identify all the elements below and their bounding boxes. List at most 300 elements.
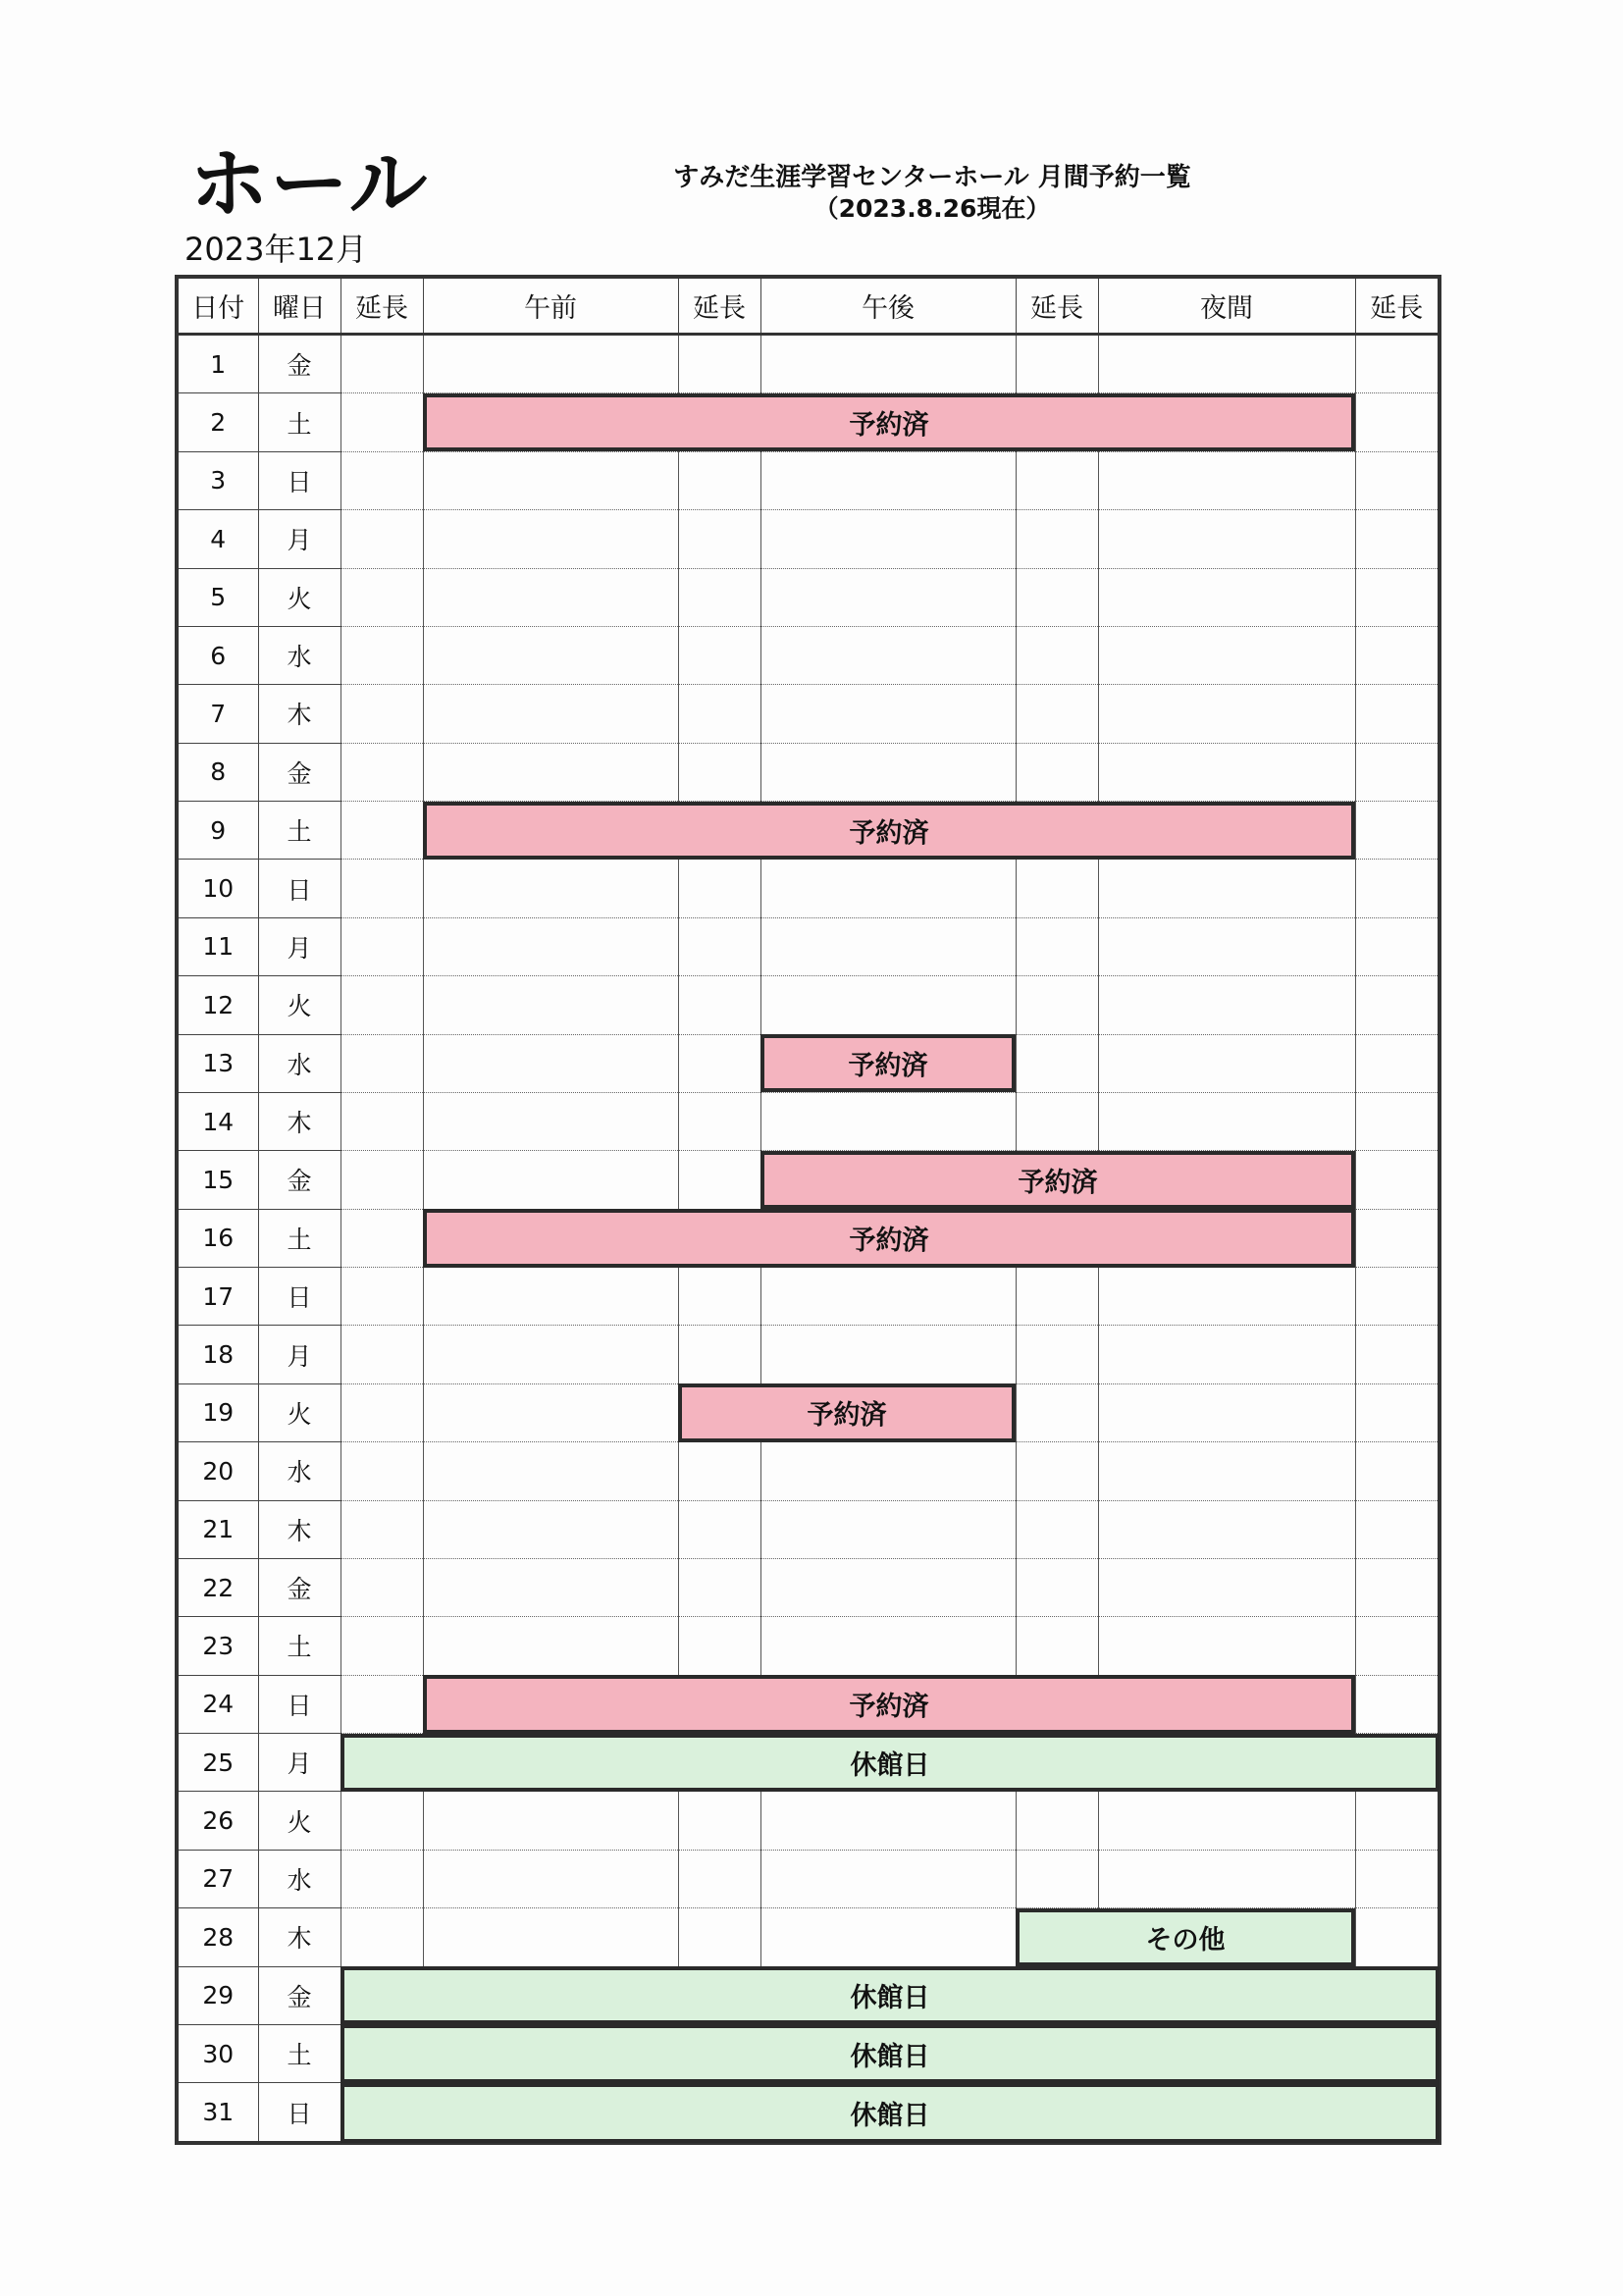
slot-cell[interactable] bbox=[423, 1092, 678, 1150]
slot-cell[interactable] bbox=[423, 1151, 678, 1209]
slot-cell[interactable] bbox=[1355, 1558, 1440, 1616]
month-label: 2023年12月 bbox=[184, 231, 368, 268]
slot-cell[interactable] bbox=[423, 1034, 678, 1092]
date-cell: 20 bbox=[177, 1442, 258, 1500]
weekday-cell: 火 bbox=[258, 1792, 340, 1850]
slot-cell[interactable] bbox=[1355, 1500, 1440, 1558]
slot-cell[interactable] bbox=[760, 451, 1016, 509]
slot-cell[interactable] bbox=[1016, 1500, 1098, 1558]
header-row bbox=[177, 277, 1440, 335]
weekday-cell: 土 bbox=[258, 2024, 340, 2082]
table-row bbox=[177, 1326, 1440, 1383]
date-cell: 5 bbox=[177, 568, 258, 626]
slot-cell[interactable] bbox=[1355, 1209, 1440, 1267]
date-cell: 9 bbox=[177, 802, 258, 860]
slot-cell[interactable] bbox=[1355, 1326, 1440, 1383]
slot-cell[interactable] bbox=[1016, 626, 1098, 684]
table-row bbox=[177, 1151, 1440, 1209]
slot-cell[interactable] bbox=[340, 1326, 423, 1383]
slot-cell[interactable] bbox=[1098, 1383, 1355, 1441]
slot-cell[interactable] bbox=[1355, 393, 1440, 451]
slot-cell[interactable] bbox=[423, 510, 678, 568]
slot-cell[interactable] bbox=[1016, 1617, 1098, 1675]
slot-cell[interactable] bbox=[1016, 1908, 1098, 1966]
date-cell: 15 bbox=[177, 1151, 258, 1209]
slot-cell[interactable] bbox=[678, 510, 760, 568]
slot-cell[interactable] bbox=[1016, 1675, 1098, 1733]
slot-cell[interactable] bbox=[760, 1268, 1016, 1326]
slot-cell[interactable] bbox=[678, 1442, 760, 1500]
slot-cell[interactable] bbox=[423, 1908, 678, 1966]
slot-cell[interactable] bbox=[678, 1966, 760, 2024]
slot-cell[interactable] bbox=[423, 1500, 678, 1558]
slot-cell[interactable] bbox=[340, 2024, 423, 2082]
weekday-cell: 土 bbox=[258, 1617, 340, 1675]
table-row bbox=[177, 860, 1440, 917]
booking-label: 休館日 bbox=[850, 2100, 930, 2131]
slot-cell[interactable] bbox=[1098, 802, 1355, 860]
weekday-cell: 日 bbox=[258, 860, 340, 917]
slot-cell[interactable] bbox=[678, 685, 760, 743]
slot-cell[interactable] bbox=[340, 1792, 423, 1850]
slot-cell[interactable] bbox=[678, 1675, 760, 1733]
slot-cell[interactable] bbox=[423, 626, 678, 684]
slot-cell[interactable] bbox=[1016, 1268, 1098, 1326]
table-row bbox=[177, 1966, 1440, 2024]
slot-cell[interactable] bbox=[1016, 1151, 1098, 1209]
slot-cell[interactable] bbox=[1016, 1966, 1098, 2024]
slot-cell[interactable] bbox=[1355, 1966, 1440, 2024]
slot-cell[interactable] bbox=[760, 626, 1016, 684]
column-header-extension: 延長 bbox=[678, 277, 760, 335]
slot-cell[interactable] bbox=[1355, 802, 1440, 860]
slot-cell[interactable] bbox=[678, 1734, 760, 1792]
table-row bbox=[177, 743, 1440, 801]
slot-cell[interactable] bbox=[340, 685, 423, 743]
slot-cell[interactable] bbox=[423, 1383, 678, 1441]
slot-cell[interactable] bbox=[423, 976, 678, 1034]
slot-cell[interactable] bbox=[1098, 1675, 1355, 1733]
slot-cell[interactable] bbox=[760, 1908, 1016, 1966]
slot-cell[interactable] bbox=[1098, 1442, 1355, 1500]
slot-cell[interactable] bbox=[1098, 1734, 1355, 1792]
slot-cell[interactable] bbox=[340, 451, 423, 509]
slot-cell[interactable] bbox=[1355, 626, 1440, 684]
table-row bbox=[177, 626, 1440, 684]
weekday-cell: 金 bbox=[258, 1966, 340, 2024]
slot-cell[interactable] bbox=[340, 1034, 423, 1092]
column-header-extension: 延長 bbox=[340, 277, 423, 335]
slot-cell[interactable] bbox=[678, 1383, 760, 1441]
slot-cell[interactable] bbox=[340, 510, 423, 568]
slot-cell[interactable] bbox=[678, 1034, 760, 1092]
slot-cell[interactable] bbox=[1016, 1442, 1098, 1500]
slot-cell[interactable] bbox=[423, 568, 678, 626]
slot-cell[interactable] bbox=[678, 802, 760, 860]
slot-cell[interactable] bbox=[423, 1442, 678, 1500]
weekday-cell: 土 bbox=[258, 1209, 340, 1267]
slot-cell[interactable] bbox=[1098, 451, 1355, 509]
slot-cell[interactable] bbox=[423, 2083, 678, 2143]
slot-cell[interactable] bbox=[1016, 1383, 1098, 1441]
slot-cell[interactable] bbox=[760, 917, 1016, 975]
slot-cell[interactable] bbox=[423, 1268, 678, 1326]
slot-cell[interactable] bbox=[678, 1500, 760, 1558]
weekday-cell: 月 bbox=[258, 1734, 340, 1792]
slot-cell[interactable] bbox=[678, 2083, 760, 2143]
slot-cell[interactable] bbox=[340, 1734, 423, 1792]
date-cell: 18 bbox=[177, 1326, 258, 1383]
slot-cell[interactable] bbox=[678, 451, 760, 509]
slot-cell[interactable] bbox=[340, 743, 423, 801]
slot-cell[interactable] bbox=[1355, 1442, 1440, 1500]
slot-cell[interactable] bbox=[423, 1209, 678, 1267]
slot-cell[interactable] bbox=[340, 1092, 423, 1150]
slot-cell[interactable] bbox=[1098, 568, 1355, 626]
date-cell: 27 bbox=[177, 1850, 258, 1907]
slot-cell[interactable] bbox=[760, 1151, 1016, 1209]
weekday-cell: 日 bbox=[258, 2083, 340, 2143]
booking-label: 予約済 bbox=[849, 817, 929, 849]
slot-cell[interactable] bbox=[760, 1442, 1016, 1500]
slot-cell[interactable] bbox=[1016, 1034, 1098, 1092]
booking-label: 予約済 bbox=[848, 1051, 928, 1082]
slot-cell[interactable] bbox=[340, 1442, 423, 1500]
slot-cell[interactable] bbox=[1355, 1034, 1440, 1092]
date-cell: 13 bbox=[177, 1034, 258, 1092]
slot-cell[interactable] bbox=[423, 393, 678, 451]
booking-label: 予約済 bbox=[849, 1226, 929, 1257]
slot-cell[interactable] bbox=[1098, 1558, 1355, 1616]
slot-cell[interactable] bbox=[340, 1558, 423, 1616]
slot-cell[interactable] bbox=[423, 2024, 678, 2082]
date-cell: 1 bbox=[177, 335, 258, 393]
booking-label: 休館日 bbox=[850, 1983, 930, 2014]
slot-cell[interactable] bbox=[1355, 1151, 1440, 1209]
slot-cell[interactable] bbox=[678, 335, 760, 393]
column-header-evening: 夜間 bbox=[1098, 277, 1355, 335]
slot-cell[interactable] bbox=[760, 2083, 1016, 2143]
slot-cell[interactable] bbox=[340, 1268, 423, 1326]
slot-cell[interactable] bbox=[1098, 1500, 1355, 1558]
slot-cell[interactable] bbox=[1098, 1792, 1355, 1850]
weekday-cell: 金 bbox=[258, 335, 340, 393]
slot-cell[interactable] bbox=[1355, 1617, 1440, 1675]
table-row bbox=[177, 802, 1440, 860]
slot-cell[interactable] bbox=[1098, 1850, 1355, 1907]
slot-cell[interactable] bbox=[340, 568, 423, 626]
slot-cell[interactable] bbox=[760, 335, 1016, 393]
date-cell: 4 bbox=[177, 510, 258, 568]
slot-cell[interactable] bbox=[423, 451, 678, 509]
slot-cell[interactable] bbox=[760, 1034, 1016, 1092]
table-row bbox=[177, 1383, 1440, 1441]
column-header-date: 日付 bbox=[177, 277, 258, 335]
date-cell: 8 bbox=[177, 743, 258, 801]
slot-cell[interactable] bbox=[1355, 685, 1440, 743]
slot-cell[interactable] bbox=[1098, 626, 1355, 684]
slot-cell[interactable] bbox=[760, 1326, 1016, 1383]
slot-cell[interactable] bbox=[340, 1850, 423, 1907]
slot-cell[interactable] bbox=[423, 335, 678, 393]
slot-cell[interactable] bbox=[760, 393, 1016, 451]
slot-cell[interactable] bbox=[760, 1500, 1016, 1558]
slot-cell[interactable] bbox=[1016, 743, 1098, 801]
slot-cell[interactable] bbox=[423, 802, 678, 860]
slot-cell[interactable] bbox=[1016, 1792, 1098, 1850]
slot-cell[interactable] bbox=[1016, 976, 1098, 1034]
table-row bbox=[177, 335, 1440, 393]
slot-cell[interactable] bbox=[678, 1617, 760, 1675]
column-header-morning: 午前 bbox=[423, 277, 678, 335]
slot-cell[interactable] bbox=[760, 1092, 1016, 1150]
slot-cell[interactable] bbox=[1098, 2024, 1355, 2082]
slot-cell[interactable] bbox=[1016, 1850, 1098, 1907]
slot-cell[interactable] bbox=[1098, 917, 1355, 975]
slot-cell[interactable] bbox=[760, 2024, 1016, 2082]
date-cell: 19 bbox=[177, 1383, 258, 1441]
slot-cell[interactable] bbox=[1098, 1209, 1355, 1267]
slot-cell[interactable] bbox=[1016, 685, 1098, 743]
date-cell: 29 bbox=[177, 1966, 258, 2024]
weekday-cell: 火 bbox=[258, 568, 340, 626]
table-row bbox=[177, 2024, 1440, 2082]
weekday-cell: 土 bbox=[258, 802, 340, 860]
weekday-cell: 水 bbox=[258, 1034, 340, 1092]
slot-cell[interactable] bbox=[423, 1326, 678, 1383]
slot-cell[interactable] bbox=[1355, 568, 1440, 626]
slot-cell[interactable] bbox=[340, 2083, 423, 2143]
booking-label: 休館日 bbox=[850, 1749, 930, 1781]
date-cell: 7 bbox=[177, 685, 258, 743]
slot-cell[interactable] bbox=[423, 1792, 678, 1850]
slot-cell[interactable] bbox=[1098, 510, 1355, 568]
date-cell: 28 bbox=[177, 1908, 258, 1966]
slot-cell[interactable] bbox=[760, 1675, 1016, 1733]
slot-cell[interactable] bbox=[1016, 1734, 1098, 1792]
slot-cell[interactable] bbox=[1355, 1908, 1440, 1966]
slot-cell[interactable] bbox=[678, 626, 760, 684]
slot-cell[interactable] bbox=[678, 1558, 760, 1616]
slot-cell[interactable] bbox=[678, 1908, 760, 1966]
slot-cell[interactable] bbox=[1355, 1792, 1440, 1850]
table-row bbox=[177, 393, 1440, 451]
slot-cell[interactable] bbox=[340, 335, 423, 393]
table-row bbox=[177, 1500, 1440, 1558]
slot-cell[interactable] bbox=[760, 510, 1016, 568]
date-cell: 30 bbox=[177, 2024, 258, 2082]
slot-cell[interactable] bbox=[1016, 1209, 1098, 1267]
slot-cell[interactable] bbox=[678, 1792, 760, 1850]
slot-cell[interactable] bbox=[1355, 510, 1440, 568]
slot-cell[interactable] bbox=[1098, 1268, 1355, 1326]
slot-cell[interactable] bbox=[340, 1383, 423, 1441]
slot-cell[interactable] bbox=[678, 1268, 760, 1326]
slot-cell[interactable] bbox=[678, 1209, 760, 1267]
slot-cell[interactable] bbox=[1355, 1734, 1440, 1792]
slot-cell[interactable] bbox=[760, 685, 1016, 743]
slot-cell[interactable] bbox=[1098, 1966, 1355, 2024]
table-row bbox=[177, 1558, 1440, 1616]
slot-cell[interactable] bbox=[1098, 1617, 1355, 1675]
slot-cell[interactable] bbox=[1016, 2083, 1098, 2143]
table-row bbox=[177, 1209, 1440, 1267]
table-row bbox=[177, 1268, 1440, 1326]
slot-cell[interactable] bbox=[1016, 917, 1098, 975]
slot-cell[interactable] bbox=[678, 860, 760, 917]
table-row bbox=[177, 451, 1440, 509]
slot-cell[interactable] bbox=[678, 393, 760, 451]
weekday-cell: 金 bbox=[258, 743, 340, 801]
slot-cell[interactable] bbox=[760, 1209, 1016, 1267]
slot-cell[interactable] bbox=[678, 1151, 760, 1209]
slot-cell[interactable] bbox=[1098, 976, 1355, 1034]
slot-cell[interactable] bbox=[678, 2024, 760, 2082]
booking-label: 予約済 bbox=[849, 1692, 929, 1723]
slot-cell[interactable] bbox=[340, 1151, 423, 1209]
table-row bbox=[177, 1908, 1440, 1966]
slot-cell[interactable] bbox=[760, 1734, 1016, 1792]
slot-cell[interactable] bbox=[1355, 2024, 1440, 2082]
slot-cell[interactable] bbox=[423, 743, 678, 801]
slot-cell[interactable] bbox=[423, 1558, 678, 1616]
slot-cell[interactable] bbox=[760, 802, 1016, 860]
slot-cell[interactable] bbox=[678, 1850, 760, 1907]
table-row bbox=[177, 568, 1440, 626]
weekday-cell: 木 bbox=[258, 1500, 340, 1558]
slot-cell[interactable] bbox=[760, 860, 1016, 917]
slot-cell[interactable] bbox=[1016, 568, 1098, 626]
slot-cell[interactable] bbox=[423, 1675, 678, 1733]
slot-cell[interactable] bbox=[340, 1500, 423, 1558]
slot-cell[interactable] bbox=[678, 568, 760, 626]
slot-cell[interactable] bbox=[340, 393, 423, 451]
date-cell: 6 bbox=[177, 626, 258, 684]
weekday-cell: 日 bbox=[258, 1268, 340, 1326]
slot-cell[interactable] bbox=[1016, 802, 1098, 860]
slot-cell[interactable] bbox=[423, 1850, 678, 1907]
slot-cell[interactable] bbox=[1098, 860, 1355, 917]
slot-cell[interactable] bbox=[1355, 2083, 1440, 2143]
slot-cell[interactable] bbox=[1355, 451, 1440, 509]
slot-cell[interactable] bbox=[760, 1617, 1016, 1675]
slot-cell[interactable] bbox=[340, 1675, 423, 1733]
slot-cell[interactable] bbox=[1098, 2083, 1355, 2143]
slot-cell[interactable] bbox=[1355, 917, 1440, 975]
slot-cell[interactable] bbox=[1355, 1092, 1440, 1150]
column-header-weekday: 曜日 bbox=[258, 277, 340, 335]
weekday-cell: 金 bbox=[258, 1558, 340, 1616]
slot-cell[interactable] bbox=[1016, 1092, 1098, 1150]
slot-cell[interactable] bbox=[1098, 1034, 1355, 1092]
date-cell: 21 bbox=[177, 1500, 258, 1558]
slot-cell[interactable] bbox=[678, 1326, 760, 1383]
slot-cell[interactable] bbox=[1098, 1092, 1355, 1150]
slot-cell[interactable] bbox=[423, 1617, 678, 1675]
table-row bbox=[177, 1034, 1440, 1092]
slot-cell[interactable] bbox=[1355, 743, 1440, 801]
slot-cell[interactable] bbox=[1098, 743, 1355, 801]
slot-cell[interactable] bbox=[1016, 1558, 1098, 1616]
date-cell: 25 bbox=[177, 1734, 258, 1792]
slot-cell[interactable] bbox=[1016, 335, 1098, 393]
table-row bbox=[177, 685, 1440, 743]
slot-cell[interactable] bbox=[1016, 1326, 1098, 1383]
slot-cell[interactable] bbox=[1355, 1268, 1440, 1326]
date-cell: 26 bbox=[177, 1792, 258, 1850]
slot-cell[interactable] bbox=[760, 1850, 1016, 1907]
slot-cell[interactable] bbox=[678, 743, 760, 801]
slot-cell[interactable] bbox=[340, 626, 423, 684]
weekday-cell: 土 bbox=[258, 393, 340, 451]
slot-cell[interactable] bbox=[760, 1383, 1016, 1441]
slot-cell[interactable] bbox=[1016, 393, 1098, 451]
slot-cell[interactable] bbox=[423, 1734, 678, 1792]
slot-cell[interactable] bbox=[1098, 1151, 1355, 1209]
slot-cell[interactable] bbox=[678, 976, 760, 1034]
slot-cell[interactable] bbox=[340, 917, 423, 975]
slot-cell[interactable] bbox=[340, 860, 423, 917]
slot-cell[interactable] bbox=[1355, 1383, 1440, 1441]
slot-cell[interactable] bbox=[423, 1966, 678, 2024]
slot-cell[interactable] bbox=[340, 1209, 423, 1267]
slot-cell[interactable] bbox=[678, 917, 760, 975]
slot-cell[interactable] bbox=[760, 1966, 1016, 2024]
slot-cell[interactable] bbox=[1355, 335, 1440, 393]
slot-cell[interactable] bbox=[760, 743, 1016, 801]
slot-cell[interactable] bbox=[340, 1617, 423, 1675]
slot-cell[interactable] bbox=[760, 1792, 1016, 1850]
slot-cell[interactable] bbox=[1355, 860, 1440, 917]
slot-cell[interactable] bbox=[1098, 335, 1355, 393]
weekday-cell: 日 bbox=[258, 1675, 340, 1733]
slot-cell[interactable] bbox=[760, 1558, 1016, 1616]
slot-cell[interactable] bbox=[423, 917, 678, 975]
slot-cell[interactable] bbox=[1016, 860, 1098, 917]
slot-cell[interactable] bbox=[340, 1908, 423, 1966]
slot-cell[interactable] bbox=[340, 802, 423, 860]
slot-cell[interactable] bbox=[760, 568, 1016, 626]
weekday-cell: 日 bbox=[258, 451, 340, 509]
weekday-cell: 水 bbox=[258, 626, 340, 684]
slot-cell[interactable] bbox=[1355, 1675, 1440, 1733]
slot-cell[interactable] bbox=[760, 976, 1016, 1034]
slot-cell[interactable] bbox=[1016, 510, 1098, 568]
slot-cell[interactable] bbox=[1016, 451, 1098, 509]
slot-cell[interactable] bbox=[1098, 393, 1355, 451]
slot-cell[interactable] bbox=[423, 685, 678, 743]
booking-label: 予約済 bbox=[1018, 1167, 1098, 1198]
slot-cell[interactable] bbox=[1355, 1850, 1440, 1907]
table-row bbox=[177, 1617, 1440, 1675]
slot-cell[interactable] bbox=[423, 860, 678, 917]
slot-cell[interactable] bbox=[1098, 1326, 1355, 1383]
slot-cell[interactable] bbox=[1016, 2024, 1098, 2082]
slot-cell[interactable] bbox=[340, 1966, 423, 2024]
slot-cell[interactable] bbox=[1355, 976, 1440, 1034]
date-cell: 3 bbox=[177, 451, 258, 509]
weekday-cell: 火 bbox=[258, 976, 340, 1034]
slot-cell[interactable] bbox=[1098, 1908, 1355, 1966]
weekday-cell: 火 bbox=[258, 1383, 340, 1441]
date-cell: 10 bbox=[177, 860, 258, 917]
date-cell: 31 bbox=[202, 2098, 235, 2127]
slot-cell[interactable] bbox=[340, 976, 423, 1034]
booking-label: その他 bbox=[1145, 1924, 1226, 1956]
slot-cell[interactable] bbox=[1098, 685, 1355, 743]
table-row bbox=[177, 976, 1440, 1034]
slot-cell[interactable] bbox=[678, 1092, 760, 1150]
